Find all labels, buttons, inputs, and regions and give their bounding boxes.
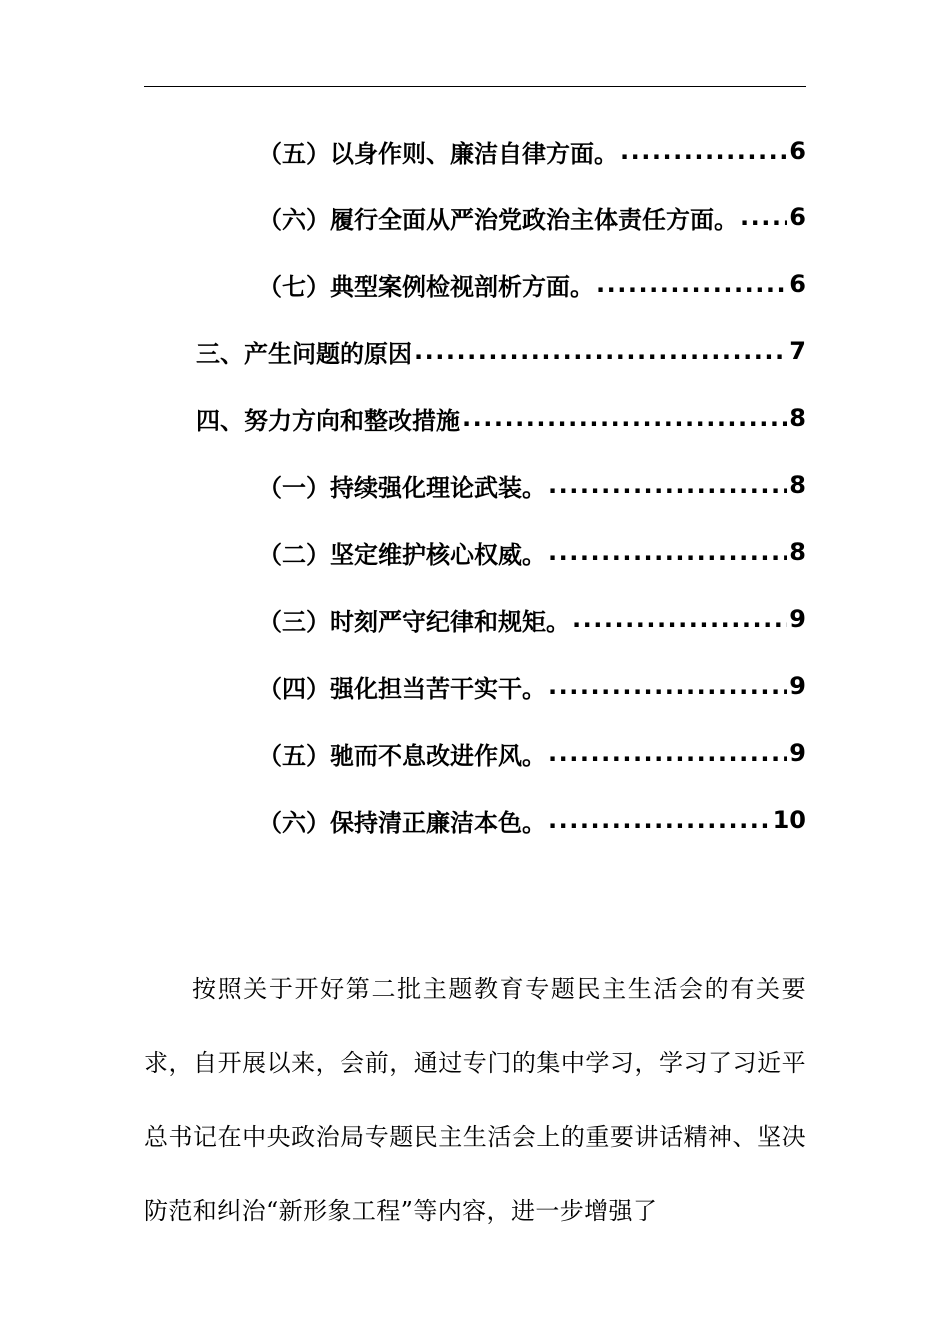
toc-page-number: 9 <box>789 672 806 700</box>
toc-entry-6-1[interactable] <box>258 197 806 237</box>
toc-entry-title: （五）以身作则、廉洁自律方面。 <box>258 139 618 168</box>
toc-section-3[interactable] <box>196 331 806 371</box>
toc-dot-leader <box>572 605 787 633</box>
toc-dot-leader <box>548 471 787 499</box>
body-paragraph: 按照关于开好第二批主题教育专题民主生活会的有关要求，自开展以来，会前，通过专门的集中学习，学习了习近平总书记在中央政治局专题民主生活会上的重要讲话精神、坚决防范和纠治“新形象工程”等内容，进一步增强了 <box>144 975 806 1225</box>
toc-page-number: 8 <box>789 538 806 566</box>
toc-dot-leader <box>596 270 787 298</box>
toc-entry-6-2[interactable] <box>258 800 806 840</box>
toc-section-4[interactable] <box>196 398 806 438</box>
toc-dot-leader <box>740 203 787 231</box>
toc-entry-title: （四）强化担当苦干实干。 <box>258 674 546 703</box>
toc-entry-7[interactable] <box>258 264 806 304</box>
toc-entry-title: （一）持续强化理论武装。 <box>258 473 546 502</box>
toc-dot-leader <box>548 538 787 566</box>
toc-entry-1[interactable] <box>258 465 806 505</box>
header-rule <box>144 86 806 87</box>
toc-page-number: 9 <box>789 739 806 767</box>
toc-entry-title: （五）驰而不息改进作风。 <box>258 741 546 770</box>
toc-entry-title: （六）保持清正廉洁本色。 <box>258 808 546 837</box>
toc-dot-leader <box>548 739 787 767</box>
toc-entry-title: （六）履行全面从严治党政治主体责任方面。 <box>258 205 738 234</box>
toc-entry-2[interactable] <box>258 532 806 572</box>
toc-entry-5-2[interactable] <box>258 733 806 773</box>
toc-dot-leader <box>620 137 787 165</box>
toc-page-number: 6 <box>789 270 806 298</box>
toc-entry-title: （三）时刻严守纪律和规矩。 <box>258 607 570 636</box>
toc-page-number: 8 <box>789 471 806 499</box>
toc-page-number: 9 <box>789 605 806 633</box>
toc-entry-4[interactable] <box>258 666 806 706</box>
toc-entry-title: 三、产生问题的原因 <box>196 339 412 368</box>
toc-dot-leader <box>548 806 771 834</box>
toc-entry-5-1[interactable] <box>258 131 806 171</box>
toc-dot-leader <box>414 337 787 365</box>
toc-page-number: 8 <box>789 404 806 432</box>
toc-page-number: 7 <box>789 337 806 365</box>
toc-entry-3[interactable] <box>258 599 806 639</box>
toc-page-number: 6 <box>789 137 806 165</box>
toc-dot-leader <box>462 404 787 432</box>
toc-dot-leader <box>548 672 787 700</box>
toc-page-number: 6 <box>789 203 806 231</box>
toc-entry-title: （二）坚定维护核心权威。 <box>258 540 546 569</box>
toc-page-number: 10 <box>772 806 806 834</box>
toc-entry-title: 四、努力方向和整改措施 <box>196 406 460 435</box>
toc-entry-title: （七）典型案例检视剖析方面。 <box>258 272 594 301</box>
